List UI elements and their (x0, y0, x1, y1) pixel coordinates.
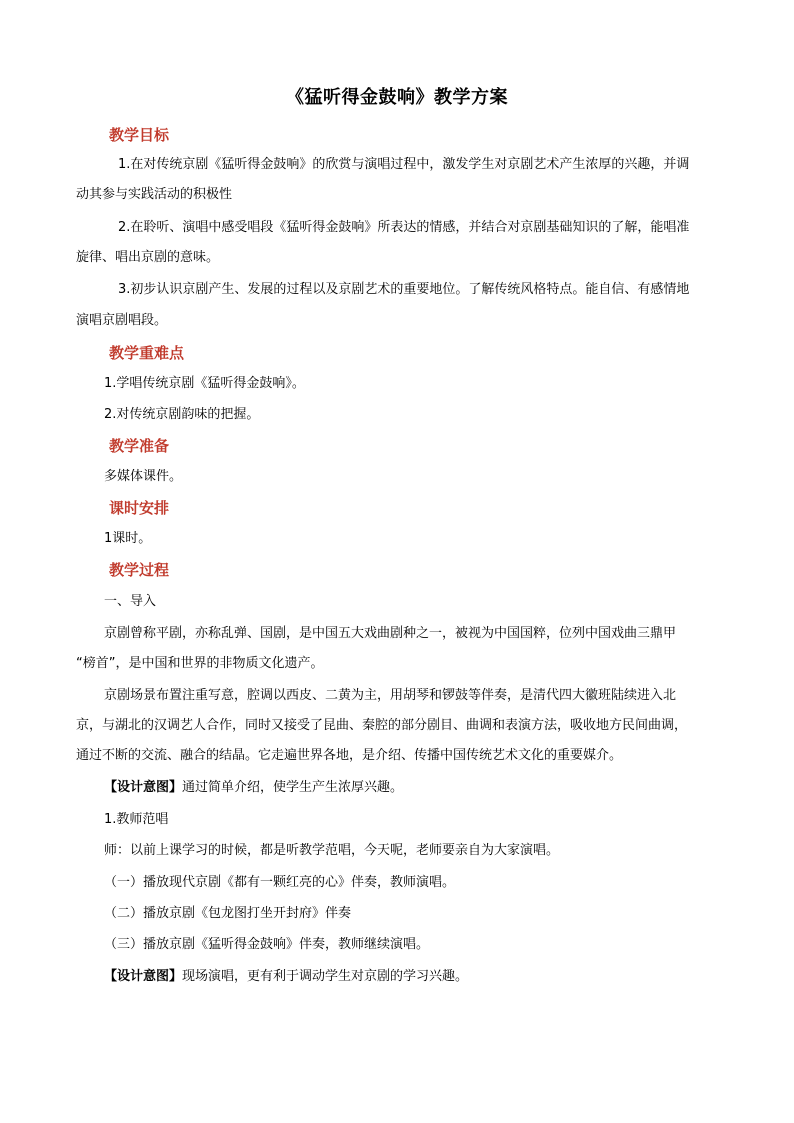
design-intent-label: 【设计意图】 (104, 780, 183, 795)
objectives-line: 3.初步认识京剧产生、发展的过程以及京剧艺术的重要地位。了解传统风格特点。能自信、有感情地 (118, 282, 690, 297)
design-intent-2 (104, 967, 468, 987)
objectives-line: 动其参与实践活动的积极性 (76, 187, 233, 202)
demo-line: （三）播放京剧《猛听得金鼓响》伴奏，教师继续演唱。 (104, 937, 430, 952)
heading-objectives: 教学目标 (109, 126, 170, 144)
heading-process: 教学过程 (109, 561, 170, 579)
demo-line: （二）播放京剧《包龙图打坐开封府》伴奏 (104, 906, 352, 921)
design-intent-1 (104, 778, 403, 798)
process-intro-title: 一、导入 (104, 594, 157, 609)
key-points-line: 1.学唱传统京剧《猛听得金鼓响》。 (104, 376, 305, 391)
demo-line: 师：以前上课学习的时候，都是听教学范唱，今天呢，老师要亲自为大家演唱。 (104, 843, 560, 858)
process-line: 通过不断的交流、融合的结晶。它走遍世界各地，是介绍、传播中国传统艺术文化的重要媒介。 (76, 748, 623, 763)
heading-preparation: 教学准备 (109, 437, 170, 455)
process-line: 京剧场景布置注重写意，腔调以西皮、二黄为主，用胡琴和锣鼓等伴奏，是清代四大徽班陆续进入北 (104, 688, 677, 703)
process-line: 京，与湖北的汉调艺人合作，同时又接受了昆曲、秦腔的部分剧目、曲调和表演方法，吸收地方民间曲调， (76, 718, 688, 733)
document-title: 《猛听得金鼓响》教学方案 (286, 87, 508, 108)
key-points-line: 2.对传统京剧韵味的把握。 (104, 407, 260, 422)
objectives-line: 旋律、唱出京剧的意味。 (76, 250, 220, 265)
demo-line: （一）播放现代京剧《都有一颗红亮的心》伴奏，教师演唱。 (104, 875, 456, 890)
design-intent-text: 通过简单介绍，使学生产生浓厚兴趣。 (182, 780, 404, 795)
objectives-line: 2.在聆听、演唱中感受唱段《猛听得金鼓响》所表达的情感，并结合对京剧基础知识的了解，能唱准 (118, 220, 690, 235)
objectives-line: 演唱京剧唱段。 (76, 313, 168, 328)
schedule-line: 1课时。 (104, 531, 152, 546)
objectives-line: 1.在对传统京剧《猛听得金鼓响》的欣赏与演唱过程中，激发学生对京剧艺术产生浓厚的兴趣，并调 (118, 157, 690, 172)
process-line: “榜首”，是中国和世界的非物质文化遗产。 (76, 656, 324, 671)
heading-schedule: 课时安排 (109, 499, 170, 517)
heading-key-points: 教学重难点 (109, 344, 185, 362)
design-intent-label: 【设计意图】 (104, 969, 183, 984)
preparation-line: 多媒体课件。 (104, 469, 183, 484)
process-line: 京剧曾称平剧，亦称乱弹、国剧，是中国五大戏曲剧种之一，被视为中国国粹，位列中国戏曲三鼎甲 (104, 626, 677, 641)
demo-title: 1.教师范唱 (104, 812, 169, 827)
design-intent-text: 现场演唱，更有利于调动学生对京剧的学习兴趣。 (182, 969, 469, 984)
